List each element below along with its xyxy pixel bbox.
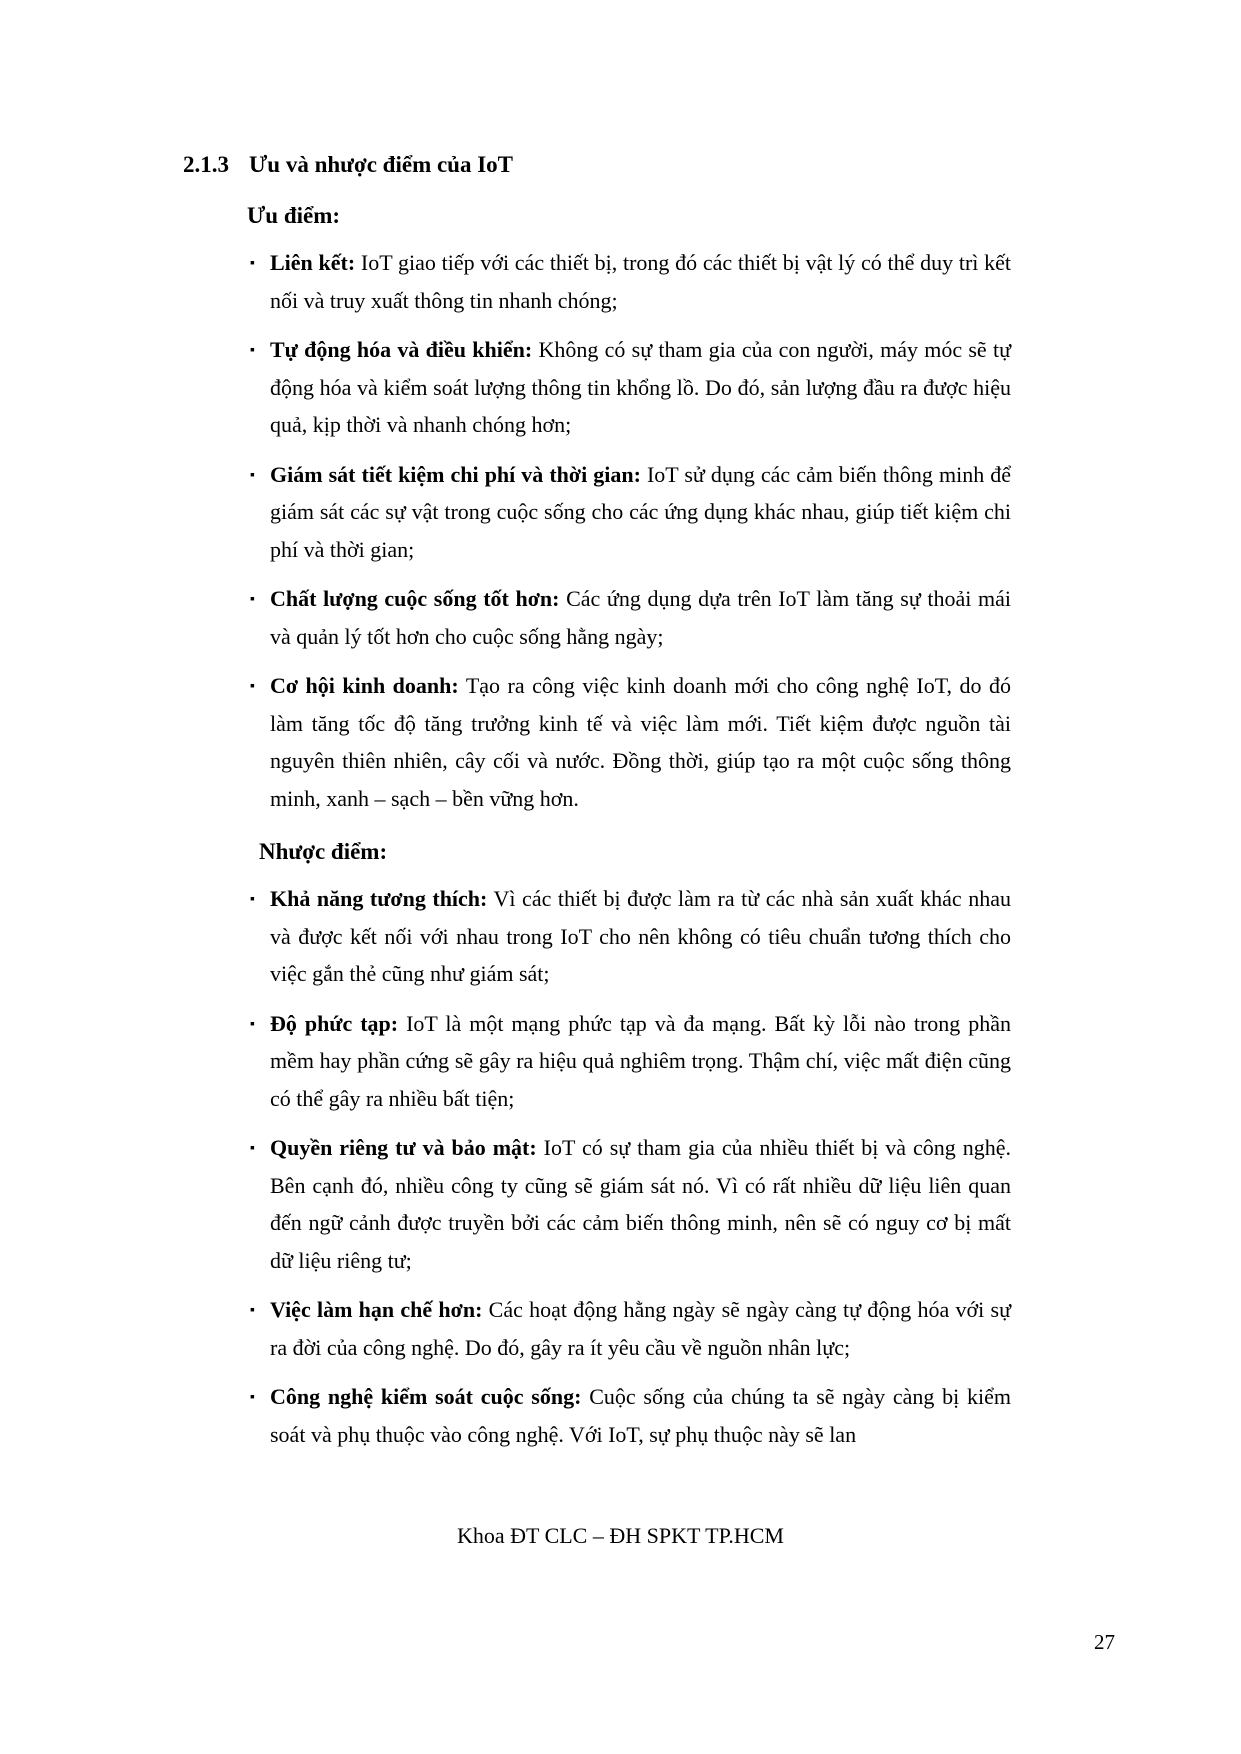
disadvantages-heading: Nhược điểm: xyxy=(259,839,388,864)
list-item xyxy=(250,456,1011,569)
bullet-square-icon: ▪ xyxy=(250,467,255,483)
item-text: Vì các thiết bị được làm ra từ các nhà sản xuất khác nhau và được kết nối với nhau trong IoT cho nên không có tiêu chuẩn tương thích cho việc gắn thẻ cũng như giám sát; xyxy=(270,886,1011,986)
item-text: IoT sử dụng các cảm biến thông minh để giám sát các sự vật trong cuộc sống cho các ứng dụng khác nhau, giúp tiết kiệm chi phí và thời gian; xyxy=(270,461,1011,562)
item-label: Giám sát tiết kiệm chi phí và thời gian: xyxy=(270,461,641,487)
list-item xyxy=(250,244,1011,319)
item-label: Tự động hóa và điều khiển: xyxy=(270,337,533,362)
item-text: IoT có sự tham gia của nhiều thiết bị và công nghệ. Bên cạnh đó, nhiều công ty cũng sẽ giám sát nó. Vì có rất nhiều dữ liệu liên quan đến ngữ cảnh được truyền bởi các cảm biến thông minh, nên sẽ có nguy cơ bị mất dữ liệu riêng tư; xyxy=(270,1135,1012,1273)
bullet-square-icon: ▪ xyxy=(250,256,255,271)
item-text: IoT giao tiếp với các thiết bị, trong đó các thiết bị vật lý có thể duy trì kết nối và truy xuất thông tin nhanh chóng; xyxy=(270,250,1011,313)
page-footer: Khoa ĐT CLC – ĐH SPKT TP.HCM xyxy=(456,1523,784,1548)
item-label: Công nghệ kiểm soát cuộc sống: xyxy=(270,1384,582,1409)
list-item xyxy=(250,880,1011,993)
item-text: Các ứng dụng dựa trên IoT làm tăng sự thoải mái và quản lý tốt hơn cho cuộc sống hằng ngày; xyxy=(270,586,1012,649)
list-item xyxy=(250,1129,1011,1279)
section-title: Ưu và nhược điểm của IoT xyxy=(249,152,514,177)
item-label: Liên kết: xyxy=(270,250,356,275)
list-item xyxy=(250,1378,1011,1453)
item-label: Độ phức tạp: xyxy=(270,1010,399,1036)
section-heading xyxy=(183,146,1011,183)
advantages-heading: Ưu điểm: xyxy=(247,203,341,228)
item-label: Việc làm hạn chế hơn: xyxy=(270,1297,483,1322)
page-content xyxy=(183,146,1011,1465)
page-number: 27 xyxy=(1094,1630,1115,1654)
item-label: Cơ hội kinh doanh: xyxy=(270,673,459,698)
item-text: Tạo ra công việc kinh doanh mới cho công nghệ IoT, do đó làm tăng tốc độ tăng trưởng kinh tế và việc làm mới. Tiết kiệm được nguồn tài nguyên thiên nhiên, cây cối và nước. Đồng thời, giúp tạo ra một cuộc sống thông minh, xanh – sạch – bền vững hơn. xyxy=(270,673,1011,811)
bullet-square-icon: ▪ xyxy=(250,1390,255,1405)
section-number: 2.1.3 xyxy=(183,152,229,177)
bullet-square-icon: ▪ xyxy=(250,1016,255,1032)
item-label: Khả năng tương thích: xyxy=(270,886,488,911)
bullet-square-icon: ▪ xyxy=(250,679,255,694)
item-text: IoT là một mạng phức tạp và đa mạng. Bất kỳ lỗi nào trong phần mềm hay phần cứng sẽ gây ra hiệu quả nghiêm trọng. Thậm chí, việc mất điện cũng có thể gây ra nhiều bất tiện; xyxy=(270,1010,1012,1111)
bullet-square-icon: ▪ xyxy=(250,1141,255,1156)
list-item xyxy=(250,331,1011,444)
item-text: Các hoạt động hằng ngày sẽ ngày càng tự động hóa với sự ra đời của công nghệ. Do đó, gây ra ít yêu cầu về nguồn nhân lực; xyxy=(270,1297,1012,1360)
list-item xyxy=(250,1291,1011,1366)
item-label: Chất lượng cuộc sống tốt hơn: xyxy=(270,586,560,611)
bullet-square-icon: ▪ xyxy=(250,343,255,358)
advantages-list xyxy=(183,244,1011,817)
list-item xyxy=(250,667,1011,817)
list-item xyxy=(250,580,1011,655)
bullet-square-icon: ▪ xyxy=(250,1303,255,1318)
item-text: Cuộc sống của chúng ta sẽ ngày càng bị kiểm soát và phụ thuộc vào công nghệ. Với IoT, sự phụ thuộc này sẽ lan xyxy=(270,1384,1012,1447)
bullet-square-icon: ▪ xyxy=(250,592,255,607)
item-text: Không có sự tham gia của con người, máy móc sẽ tự động hóa và kiểm soát lượng thông tin khổng lồ. Do đó, sản lượng đầu ra được hiệu quả, kịp thời và nhanh chóng hơn; xyxy=(270,337,1012,437)
disadvantages-list xyxy=(183,880,1011,1453)
list-item xyxy=(250,1005,1011,1118)
bullet-square-icon: ▪ xyxy=(250,892,255,907)
item-label: Quyền riêng tư và bảo mật: xyxy=(270,1135,537,1160)
